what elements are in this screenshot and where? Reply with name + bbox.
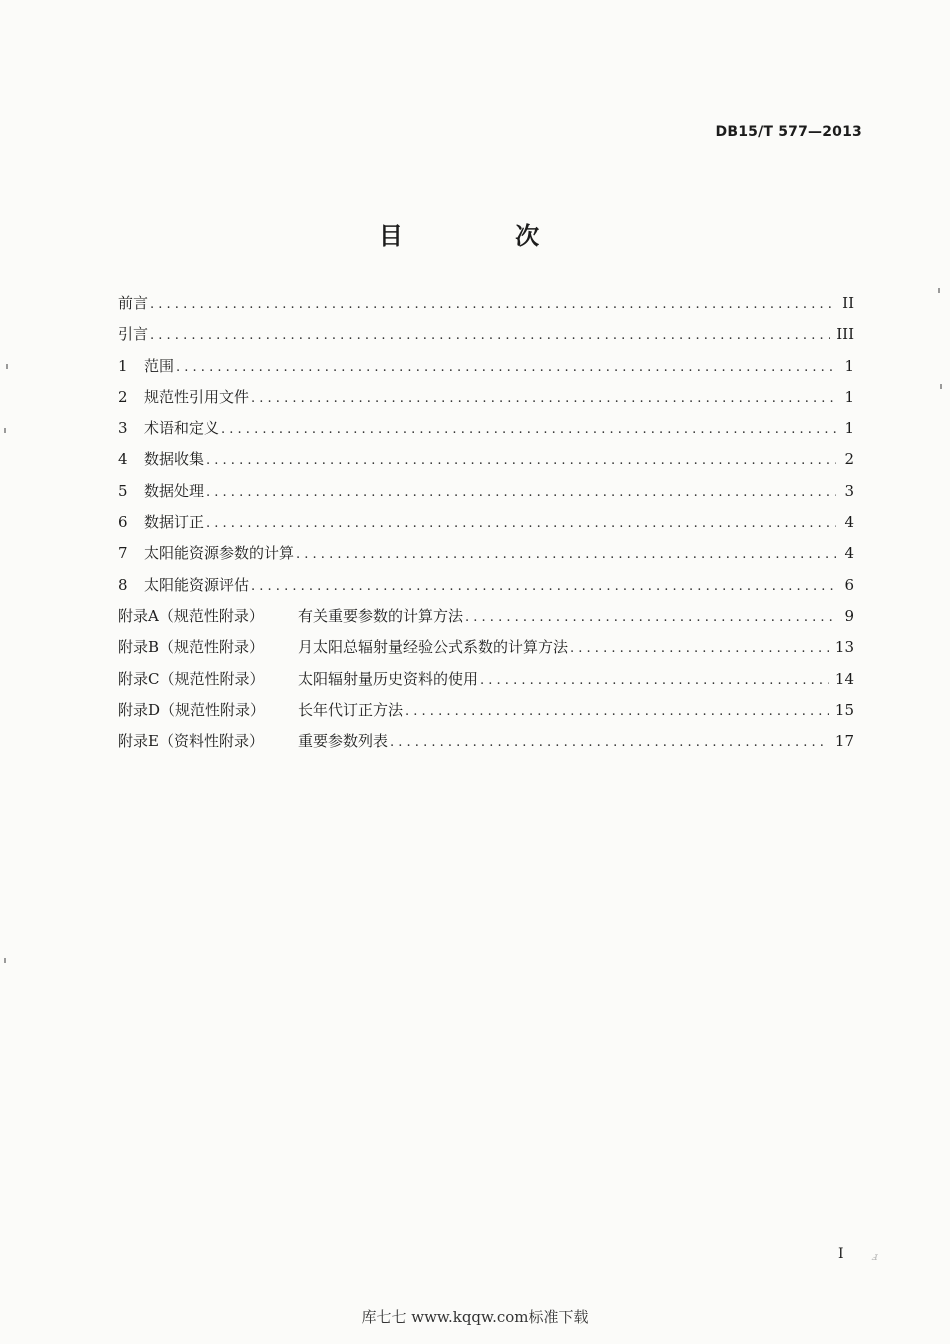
toc-entry-page: 13	[834, 638, 854, 657]
toc-entry-page: 1	[844, 356, 854, 375]
dot-leader	[176, 360, 836, 375]
dot-leader	[465, 610, 836, 625]
scan-artifact: ⅎ	[872, 1250, 878, 1263]
dot-leader	[150, 297, 836, 312]
dot-leader	[570, 641, 829, 656]
toc-entry-4[interactable]	[118, 448, 854, 479]
document-code: DB15/T 577—2013	[715, 124, 862, 140]
table-of-contents	[118, 292, 854, 761]
toc-appendix-e[interactable]	[118, 730, 854, 761]
toc-entry-page: III	[836, 325, 854, 344]
toc-entry-2[interactable]	[118, 386, 854, 417]
toc-entry-page: 15	[834, 700, 854, 719]
dot-leader	[405, 704, 829, 719]
toc-title: 目 次	[378, 222, 592, 250]
toc-entry-number: 8	[118, 575, 128, 594]
toc-entry-number: 4	[118, 450, 128, 469]
toc-entry-number: 1	[118, 356, 128, 375]
toc-entry-page: 4	[844, 513, 854, 532]
scan-speck	[4, 428, 6, 433]
toc-appendix-title: 有关重要参数的计算方法	[298, 606, 464, 625]
toc-entry-page: 14	[834, 669, 854, 688]
toc-entry-7[interactable]	[118, 542, 854, 573]
toc-appendix-label: 附录D（规范性附录）	[118, 700, 266, 719]
toc-entry-title: 太阳能资源评估	[144, 575, 250, 594]
toc-appendix-title: 重要参数列表	[298, 732, 389, 751]
footer-watermark: 库七七 www.kqqw.com标准下载	[361, 1308, 589, 1326]
dot-leader	[206, 516, 836, 531]
toc-appendix-b[interactable]	[118, 636, 854, 667]
dot-leader	[296, 547, 836, 562]
toc-entry-introduction[interactable]	[118, 323, 854, 354]
toc-entry-number: 3	[118, 419, 128, 438]
scan-speck	[938, 288, 940, 293]
toc-appendix-label: 附录C（规范性附录）	[118, 669, 265, 688]
toc-entry-6[interactable]	[118, 511, 854, 542]
toc-entry-number: 2	[118, 387, 128, 406]
dot-leader	[206, 453, 836, 468]
toc-entry-title: 引言	[118, 325, 149, 344]
toc-entry-page: 6	[844, 575, 854, 594]
toc-entry-page: 17	[834, 732, 854, 751]
toc-appendix-label: 附录E（资料性附录）	[118, 732, 264, 751]
toc-entry-number: 5	[118, 481, 128, 500]
toc-entry-3[interactable]	[118, 417, 854, 448]
dot-leader	[390, 735, 829, 750]
dot-leader	[251, 579, 836, 594]
toc-entry-title: 规范性引用文件	[144, 387, 250, 406]
toc-entry-number: 6	[118, 513, 128, 532]
dot-leader	[251, 391, 836, 406]
toc-entry-title: 前言	[118, 294, 149, 312]
scan-speck	[6, 364, 8, 369]
toc-appendix-title: 月太阳总辐射量经验公式系数的计算方法	[298, 638, 569, 657]
toc-entry-page: 2	[844, 450, 854, 469]
toc-appendix-title: 长年代订正方法	[298, 700, 404, 719]
toc-entry-page: 1	[844, 387, 854, 406]
toc-entry-1[interactable]	[118, 355, 854, 386]
scan-speck	[4, 958, 6, 963]
dot-leader	[221, 422, 836, 437]
toc-entry-page: 3	[844, 481, 854, 500]
dot-leader	[206, 485, 836, 500]
toc-appendix-label: 附录A（规范性附录）	[118, 606, 264, 625]
toc-entry-foreword[interactable]	[118, 292, 854, 323]
scan-speck	[940, 384, 942, 389]
toc-entry-title: 数据处理	[144, 481, 205, 500]
toc-entry-title: 术语和定义	[144, 419, 220, 438]
toc-entry-page: 4	[844, 544, 854, 563]
toc-entry-number: 7	[118, 544, 128, 563]
toc-appendix-d[interactable]	[118, 699, 854, 730]
toc-appendix-a[interactable]	[118, 605, 854, 636]
toc-entry-page: II	[842, 294, 854, 312]
toc-entry-title: 范围	[144, 356, 175, 375]
toc-entry-8[interactable]	[118, 574, 854, 605]
toc-entry-5[interactable]	[118, 480, 854, 511]
toc-entry-title: 数据订正	[144, 513, 205, 532]
dot-leader	[150, 328, 830, 343]
toc-appendix-label: 附录B（规范性附录）	[118, 638, 265, 657]
toc-entry-title: 数据收集	[144, 450, 205, 469]
page-number: I	[838, 1246, 844, 1262]
toc-entry-title: 太阳能资源参数的计算	[144, 544, 295, 563]
toc-entry-page: 9	[844, 606, 854, 625]
dot-leader	[480, 673, 829, 688]
toc-entry-page: 1	[844, 419, 854, 438]
toc-appendix-title: 太阳辐射量历史资料的使用	[298, 669, 479, 688]
toc-appendix-c[interactable]	[118, 668, 854, 699]
